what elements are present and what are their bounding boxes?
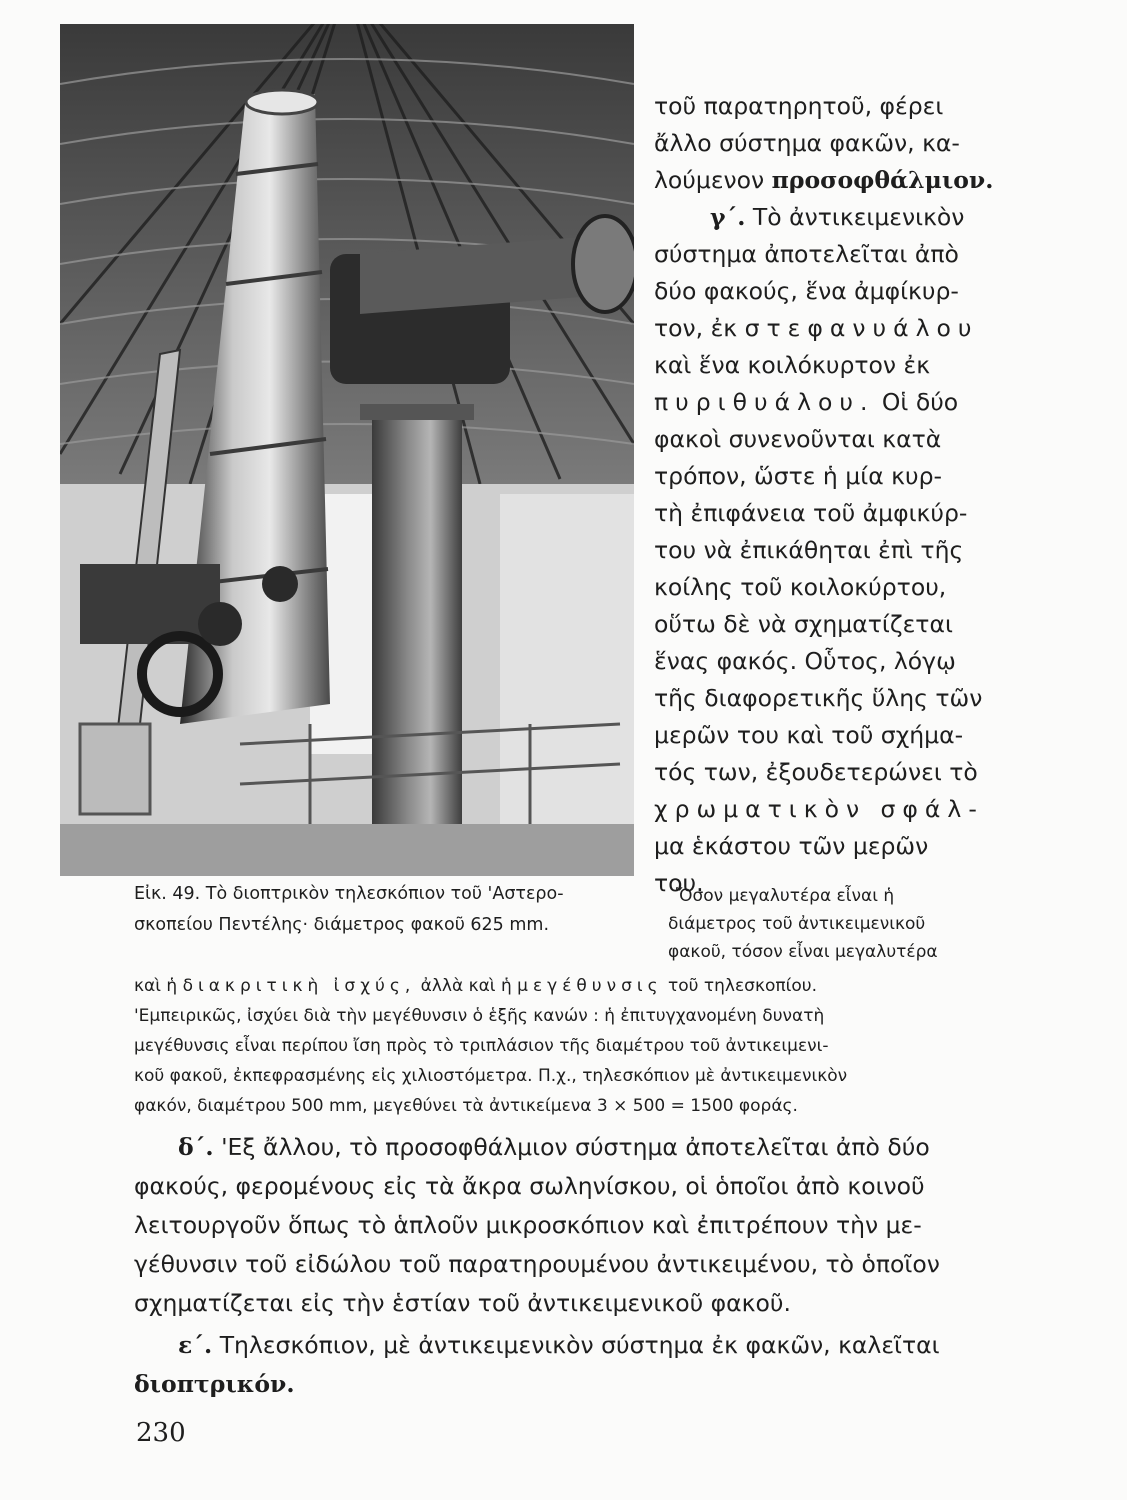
text-span: καὶ ἡ bbox=[134, 976, 183, 996]
section-label: γ΄. bbox=[710, 203, 746, 231]
text-line: καὶ ἕνα κοιλόκυρτον ἐκ bbox=[654, 351, 931, 379]
text-line: φακούς, φερομένους εἰς τὰ ἄκρα σωληνίσκου, οἱ ὁποῖοι ἀπὸ κοινοῦ bbox=[134, 1172, 925, 1200]
term-dioptrikon: διοπτρικόν. bbox=[134, 1370, 295, 1398]
section-epsilon bbox=[178, 1331, 940, 1359]
text-line: φακοὶ συνενοῦνται κατὰ bbox=[654, 425, 942, 453]
text-line: σχηματίζεται εἰς τὴν ἑστίαν τοῦ ἀντικειμενικοῦ φακοῦ. bbox=[134, 1289, 791, 1317]
section-label: ε΄. bbox=[178, 1331, 213, 1359]
small-text-line: μεγέθυνσις εἶναι περίπου ἴση πρὸς τὸ τριπλάσιον τῆς διαμέτρου τοῦ ἀντικειμενι- bbox=[134, 1036, 829, 1056]
term-flint-glass: πυριθυάλου. bbox=[654, 388, 875, 416]
term-resolving-power: διακριτικὴ ἰσχύς, bbox=[182, 976, 416, 996]
text-line: λειτουργοῦν ὅπως τὸ ἁπλοῦν μικροσκόπιον καὶ ἐπιτρέπουν τὴν με- bbox=[134, 1211, 922, 1239]
text-line: γέθυνσιν τοῦ εἰδώλου τοῦ παρατηρουμένου ἀντικειμένου, τὸ ὁποῖον bbox=[134, 1250, 940, 1278]
text-line: τρόπον, ὥστε ἡ μία κυρ- bbox=[654, 462, 943, 490]
text-line: κοίλης τοῦ κοιλοκύρτου, bbox=[654, 573, 947, 601]
small-text-line: 'Εμπειρικῶς, ἰσχύει διὰ τὴν μεγέθυνσιν ὁ ἑξῆς κανών : ἡ ἐπιτυγχανομένη δυνατὴ bbox=[134, 1006, 825, 1026]
small-text-line: φακοῦ, τόσον εἶναι μεγαλυτέρα bbox=[668, 942, 938, 962]
text-line: οὕτω δὲ νὰ σχηματίζεται bbox=[654, 610, 953, 638]
small-text-line: διάμετρος τοῦ ἀντικειμενικοῦ bbox=[668, 914, 926, 934]
text-line: δύο φακούς, ἕνα ἀμφίκυρ- bbox=[654, 277, 959, 305]
text-line: τοῦ παρατηρητοῦ, φέρει bbox=[654, 92, 944, 120]
text-line: τῆς διαφορετικῆς ὕλης τῶν bbox=[654, 684, 983, 712]
text-line bbox=[654, 166, 993, 194]
term-crown-glass: στεφανυάλου bbox=[744, 314, 979, 342]
small-text-line bbox=[134, 976, 817, 996]
small-text-line: Ὅσον μεγαλυτέρα εἶναι ἡ bbox=[676, 886, 895, 906]
text-line: ἄλλο σύστημα φακῶν, κα- bbox=[654, 129, 960, 157]
page-number: 230 bbox=[136, 1418, 186, 1448]
small-text-line: κοῦ φακοῦ, ἐκπεφρασμένης εἰς χιλιοστόμετρα. Π.χ., τηλεσκόπιον μὲ ἀντικειμενικὸν bbox=[134, 1066, 848, 1086]
text-span: ἀλλὰ καὶ ἡ bbox=[415, 976, 518, 996]
text-line: ἕνας φακός. Οὗτος, λόγῳ bbox=[654, 647, 956, 675]
term-chromatic-aberration: χρωματικὸν σφάλ- bbox=[654, 795, 984, 823]
section-gamma bbox=[710, 203, 964, 231]
figure-caption-line-1: Εἰκ. 49. Τὸ διοπτρικὸν τηλεσκόπιον τοῦ 'Αστερο- bbox=[134, 884, 564, 904]
text-line: σύστημα ἀποτελεῖται ἀπὸ bbox=[654, 240, 959, 268]
term-prosofthalmion: προσοφθάλμιον. bbox=[771, 166, 994, 194]
telescope-photo bbox=[60, 24, 634, 876]
text-span: λούμενον bbox=[654, 166, 772, 194]
text-line: τός των, ἐξουδετερώνει τὸ bbox=[654, 758, 978, 786]
text-line: του. bbox=[654, 869, 704, 897]
figure-caption-line-2: σκοπείου Πεντέλης· διάμετρος φακοῦ 625 mm. bbox=[134, 915, 550, 935]
text-span: Τηλεσκόπιον, μὲ ἀντικειμενικὸν σύστημα ἐκ φακῶν, καλεῖται bbox=[212, 1331, 940, 1359]
text-span: τοῦ τηλεσκοπίου. bbox=[662, 976, 818, 996]
text-line: μερῶν του καὶ τοῦ σχήμα- bbox=[654, 721, 964, 749]
text-line bbox=[654, 314, 978, 342]
term-magnification: μεγέθυνσις bbox=[517, 976, 663, 996]
text-span: Τὸ ἀντικειμενικὸν bbox=[745, 203, 965, 231]
text-line: μα ἑκάστου τῶν μερῶν bbox=[654, 832, 929, 860]
text-line: τὴ ἐπιφάνεια τοῦ ἀμφικύρ- bbox=[654, 499, 968, 527]
text-span: Οἱ δύο bbox=[874, 388, 959, 416]
text-span: τον, ἐκ bbox=[654, 314, 745, 342]
text-line bbox=[654, 388, 958, 416]
text-span: 'Εξ ἄλλου, τὸ προσοφθάλμιον σύστημα ἀποτελεῖται ἀπὸ δύο bbox=[213, 1133, 930, 1161]
section-delta bbox=[178, 1133, 930, 1161]
text-line: του νὰ ἐπικάθηται ἐπὶ τῆς bbox=[654, 536, 964, 564]
small-text-line: φακόν, διαμέτρου 500 mm, μεγεθύνει τὰ ἀντικείμενα 3 × 500 = 1500 φοράς. bbox=[134, 1096, 798, 1116]
section-label: δ΄. bbox=[178, 1133, 214, 1161]
